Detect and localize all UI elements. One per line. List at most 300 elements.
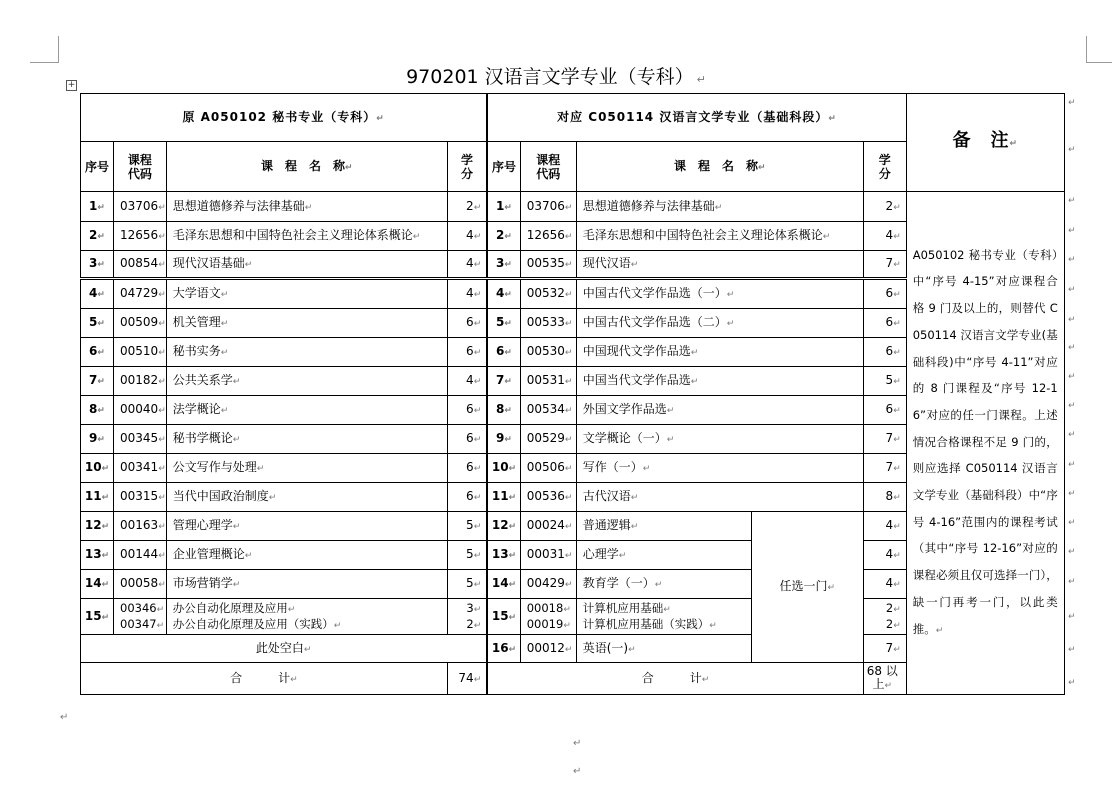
remark-note: A050102 秘书专业（专科）中“序号 4-15”对应课程合格 9 门及以上的，则替代 C050114 汉语言文学专业(基础科段)中“序号 4-11”对应的 8 门课程及“序号 12-16”对应的任一门课程。上述情况合格课程不足 9 门的，则应选择 C050114 汉语言文学专业（基础科段）中“序号 4-16”范围内的课程考试（其中“序号 12-16”对应的课程必须且仅可选择一门），缺一门再考一门，以此类推。↵ — [906, 192, 1064, 695]
left-code-text: 00040 — [120, 402, 159, 416]
col-name-header: 课 程 名 称↵ — [576, 142, 863, 192]
right-credit: 6↵ — [863, 309, 906, 338]
left-course-name-text: 公文写作与处理 — [172, 460, 257, 474]
remark-note-text: A050102 秘书专业（专科）中“序号 4-15”对应课程合格 9 门及以上的，则替代 C050114 汉语言文学专业(基础科段)中“序号 4-11”对应的 8 门课程及“序号 12-16”对应的任一门课程。上述情况合格课程不足 9 门的，则应选择 C050114 汉语言文学专业（基础科段）中“序号 4-16”范围内的课程考试（其中“序号 12-16”对应的课程必须且仅可选择一门），缺一门再考一门，以此类推。 — [912, 247, 1058, 636]
paragraph-mark: ↵ — [1068, 255, 1076, 265]
left-credit-text: 2 — [466, 198, 474, 213]
right-code: 00506↵ — [520, 454, 576, 483]
paragraph-mark: ↵ — [1068, 430, 1076, 440]
left-code-text: 00315 — [120, 489, 159, 503]
paragraph-mark: ↵ — [1068, 226, 1076, 236]
left-seq-text: 7 — [89, 373, 98, 387]
crop-mark-top-right — [1086, 36, 1112, 63]
right-code-text: 00532 — [526, 286, 565, 300]
right-code: 00534↵ — [520, 396, 576, 425]
right-seq: 1↵ — [487, 192, 520, 222]
left-credit: 6↵ — [447, 396, 487, 425]
right-course-name-text: 心理学 — [582, 547, 619, 561]
left-credit: 4↵ — [447, 279, 487, 309]
left-course-name-text: 管理心理学 — [172, 518, 233, 532]
right-seq-text: 14 — [491, 576, 509, 590]
right-code-text: 00429 — [526, 576, 565, 590]
left-seq: 5↵ — [81, 309, 114, 338]
left-total-label-text: 合 计 — [230, 670, 291, 685]
left-seq: 11↵ — [81, 483, 114, 512]
elective-group-label-text: 任选一门 — [779, 579, 828, 593]
paragraph-mark: ↵ — [1068, 196, 1076, 206]
left-seq: 7↵ — [81, 367, 114, 396]
left-code-text: 03706 — [120, 198, 159, 213]
left-credit: 4↵ — [447, 222, 487, 251]
right-credit: 8↵ — [863, 483, 906, 512]
right-code: 00529↵ — [520, 425, 576, 454]
left-code-text: 00182 — [120, 373, 159, 387]
right-credit-text: 4 — [885, 228, 894, 242]
right-code-text: 00024 — [526, 518, 565, 532]
left-seq-text: 14 — [84, 576, 102, 590]
paragraph-mark: ↵ — [1068, 98, 1076, 108]
right-group-header-text: 对应 C050114 汉语言文学专业（基础科段） — [557, 109, 829, 124]
left-course-name-text: 毛泽东思想和中国特色社会主义理论体系概论 — [172, 228, 413, 242]
left-code: 00510↵ — [114, 338, 167, 367]
left-credit-text: 6 — [466, 344, 474, 358]
right-seq-text: 2 — [496, 228, 505, 242]
right-course-name: 写作（一）↵ — [576, 454, 863, 483]
left-seq: 14↵ — [81, 570, 114, 599]
left-code: 00346↵ 00347↵ — [114, 599, 167, 635]
left-seq: 10↵ — [81, 454, 114, 483]
right-code-text: 03706 — [526, 198, 565, 213]
left-seq-text: 15 — [84, 608, 102, 623]
right-credit-text: 2 — [885, 600, 894, 615]
left-credit-text: 6 — [466, 402, 474, 416]
right-seq-text: 5 — [496, 315, 505, 329]
right-course-name-text: 中国现代文学作品选 — [582, 344, 691, 358]
left-seq-text: 3 — [89, 256, 98, 270]
paragraph-mark: ↵ — [1068, 372, 1076, 382]
crop-mark-top-left — [30, 36, 59, 63]
left-course-name: 思想道德修养与法律基础↵ — [166, 192, 447, 222]
right-code: 00012↵ — [520, 635, 576, 663]
paragraph-mark: ↵ — [1068, 401, 1076, 411]
left-code: 00345↵ — [114, 425, 167, 454]
right-code: 00532↵ — [520, 279, 576, 309]
left-course-name: 办公自动化原理及应用↵ 办公自动化原理及应用（实践）↵ — [166, 599, 447, 635]
left-code-text: 00346 — [120, 600, 157, 615]
right-course-name-text: 外国文学作品选 — [582, 402, 667, 416]
col-name-header-text: 课 程 名 称 — [673, 158, 758, 173]
paragraph-mark: ↵ — [1068, 577, 1076, 587]
right-credit: 4↵ — [863, 512, 906, 541]
right-code-text: 00533 — [526, 315, 565, 329]
left-code: 00315↵ — [114, 483, 167, 512]
right-credit: 5↵ — [863, 367, 906, 396]
left-course-name-text: 市场营销学 — [172, 576, 233, 590]
right-credit-text: 6 — [885, 315, 894, 329]
remark-header-text: 备 注 — [952, 130, 1010, 151]
right-seq: 12↵ — [487, 512, 520, 541]
right-course-name: 中国现代文学作品选↵ — [576, 338, 863, 367]
table-row — [81, 192, 1065, 222]
paragraph-mark: ↵ — [1068, 460, 1076, 470]
right-course-name-text: 普通逻辑 — [582, 518, 631, 532]
left-credit: 6↵ — [447, 338, 487, 367]
right-credit: 2↵ 2↵ — [863, 599, 906, 635]
left-code: 12656↵ — [114, 222, 167, 251]
right-credit-text: 4 — [885, 576, 894, 590]
right-seq-text: 12 — [491, 518, 509, 532]
right-seq-text: 3 — [496, 256, 505, 270]
left-seq: 2↵ — [81, 222, 114, 251]
paragraph-mark: ↵ — [60, 712, 69, 723]
right-seq: 7↵ — [487, 367, 520, 396]
right-seq-text: 13 — [491, 547, 509, 561]
paragraph-mark: ↵ — [1068, 285, 1076, 295]
left-seq-text: 11 — [84, 489, 102, 503]
right-seq-text: 10 — [491, 460, 509, 474]
right-seq: 4↵ — [487, 279, 520, 309]
right-total-label: 合 计↵ — [487, 663, 863, 695]
left-credit: 4↵ — [447, 251, 487, 279]
col-code-header — [520, 142, 576, 192]
paragraph-mark: ↵ — [1068, 518, 1076, 528]
right-code-text-2: 00019 — [526, 616, 564, 631]
right-seq: 10↵ — [487, 454, 520, 483]
left-total-label: 合 计↵ — [81, 663, 448, 695]
left-credit-text: 5 — [466, 576, 474, 590]
left-code: 00509↵ — [114, 309, 167, 338]
right-code: 00536↵ — [520, 483, 576, 512]
right-course-name: 普通逻辑↵ — [576, 512, 751, 541]
right-course-name: 心理学↵ — [576, 541, 751, 570]
right-code: 03706↵ — [520, 192, 576, 222]
right-code-text: 00529 — [526, 431, 565, 445]
right-course-name-text: 现代汉语 — [582, 256, 631, 270]
paragraph-mark: ↵ — [1068, 547, 1076, 557]
left-code-text: 00163 — [120, 518, 159, 532]
right-course-name-text: 中国当代文学作品选 — [582, 373, 691, 387]
right-credit-text: 5 — [885, 373, 894, 387]
right-credit: 7↵ — [863, 454, 906, 483]
elective-group-label: 任选一门↵ — [751, 512, 863, 663]
right-seq-text: 7 — [496, 373, 505, 387]
left-code-text-2: 00347 — [120, 616, 157, 631]
left-seq: 8↵ — [81, 396, 114, 425]
right-code: 00535↵ — [520, 251, 576, 279]
left-credit-text: 4 — [466, 286, 474, 300]
right-seq: 16↵ — [487, 635, 520, 663]
left-course-name: 机关管理↵ — [166, 309, 447, 338]
left-code-text: 00345 — [120, 431, 159, 445]
left-credit: 6↵ — [447, 309, 487, 338]
right-code-text: 00536 — [526, 489, 565, 503]
right-seq: 9↵ — [487, 425, 520, 454]
left-course-name: 市场营销学↵ — [166, 570, 447, 599]
right-seq: 14↵ — [487, 570, 520, 599]
right-seq-text: 6 — [496, 344, 505, 358]
left-course-name-text-2: 办公自动化原理及应用（实践） — [172, 616, 334, 631]
right-code-text: 12656 — [526, 228, 565, 242]
col-name-header-text: 课 程 名 称 — [260, 158, 345, 173]
left-seq-text: 13 — [84, 547, 102, 561]
left-group-header-text: 原 A050102 秘书专业（专科） — [182, 109, 377, 124]
right-credit: 4↵ — [863, 541, 906, 570]
left-course-name-text: 机关管理 — [172, 315, 221, 329]
left-seq: 13↵ — [81, 541, 114, 570]
right-code: 12656↵ — [520, 222, 576, 251]
right-course-name-text-2: 计算机应用基础（实践） — [582, 616, 710, 631]
course-mapping-table — [80, 93, 1065, 695]
left-credit-text: 5 — [466, 518, 474, 532]
left-course-name-text: 企业管理概论 — [172, 547, 245, 561]
left-total-credit: 74↵ — [447, 663, 487, 695]
left-seq: 3↵ — [81, 251, 114, 279]
left-course-name: 毛泽东思想和中国特色社会主义理论体系概论↵ — [166, 222, 447, 251]
left-credit: 6↵ — [447, 454, 487, 483]
left-credit-text: 4 — [466, 373, 474, 387]
left-seq-text: 6 — [89, 344, 98, 358]
right-credit: 7↵ — [863, 635, 906, 663]
right-course-name-text: 古代汉语 — [582, 489, 631, 503]
right-course-name-text: 英语(一) — [582, 640, 629, 655]
paragraph-mark: ↵ — [1068, 315, 1076, 325]
right-credit: 4↵ — [863, 570, 906, 599]
left-seq-text: 5 — [89, 315, 98, 329]
right-course-name: 教育学（一）↵ — [576, 570, 751, 599]
right-seq: 2↵ — [487, 222, 520, 251]
left-code: 03706↵ — [114, 192, 167, 222]
right-code-text: 00031 — [526, 547, 565, 561]
col-code-header-text: 课程代码 — [127, 152, 152, 181]
col-code-header-text: 课程代码 — [536, 152, 561, 181]
right-course-name-text: 中国古代文学作品选（一） — [582, 286, 727, 300]
left-course-name-text: 当代中国政治制度 — [172, 489, 269, 503]
right-total-credit: 68 以上↵ — [863, 663, 906, 695]
paragraph-mark: ↵ — [1068, 645, 1076, 655]
left-credit-text-2: 2 — [466, 616, 474, 631]
paragraph-mark: ↵ — [573, 766, 582, 777]
left-credit-text: 6 — [466, 431, 474, 445]
left-code: 00058↵ — [114, 570, 167, 599]
left-course-name-text: 秘书学概论 — [172, 431, 233, 445]
left-code-text: 00341 — [120, 460, 159, 474]
right-credit-text: 2 — [885, 198, 894, 213]
right-course-name: 中国古代文学作品选（一）↵ — [576, 279, 863, 309]
right-credit: 6↵ — [863, 396, 906, 425]
right-course-name-text: 写作（一） — [582, 460, 643, 474]
right-code: 00533↵ — [520, 309, 576, 338]
left-credit-text: 4 — [466, 256, 474, 270]
right-code: 00429↵ — [520, 570, 576, 599]
left-course-name: 企业管理概论↵ — [166, 541, 447, 570]
left-credit: 4↵ — [447, 367, 487, 396]
right-seq: 11↵ — [487, 483, 520, 512]
paragraph-mark: ↵ — [1068, 343, 1076, 353]
right-seq-text: 15 — [491, 608, 509, 623]
left-course-name-text: 法学概论 — [172, 402, 221, 416]
right-credit-text: 6 — [885, 402, 894, 416]
left-course-name: 秘书学概论↵ — [166, 425, 447, 454]
left-seq-text: 4 — [89, 286, 98, 300]
left-credit: 2↵ — [447, 192, 487, 222]
right-course-name-text: 教育学（一） — [582, 576, 655, 590]
left-group-header: 原 A050102 秘书专业（专科）↵ — [81, 94, 488, 142]
left-credit-text: 6 — [466, 489, 474, 503]
remark-header: 备 注↵ — [906, 94, 1064, 192]
right-seq-text: 8 — [496, 402, 505, 416]
left-seq-text: 10 — [84, 460, 102, 474]
left-code: 00040↵ — [114, 396, 167, 425]
left-seq: 9↵ — [81, 425, 114, 454]
left-seq-text: 2 — [89, 228, 98, 242]
left-credit: 3↵ 2↵ — [447, 599, 487, 635]
right-code: 00024↵ — [520, 512, 576, 541]
right-credit-text: 7 — [885, 431, 894, 445]
right-code: 00530↵ — [520, 338, 576, 367]
left-credit: 6↵ — [447, 425, 487, 454]
col-seq-header-text: 序号 — [84, 159, 109, 174]
left-code-text: 00058 — [120, 576, 159, 590]
left-seq-text: 12 — [84, 518, 102, 532]
right-code: 00031↵ — [520, 541, 576, 570]
right-seq-text: 11 — [491, 489, 509, 503]
right-course-name-text: 计算机应用基础 — [582, 600, 664, 615]
col-credit-header — [447, 142, 487, 192]
left-course-name: 公共关系学↵ — [166, 367, 447, 396]
left-total-credit-text: 74 — [458, 670, 474, 685]
col-seq-header — [81, 142, 114, 192]
right-credit-text-2: 2 — [885, 616, 894, 631]
left-credit-text: 3 — [466, 600, 474, 615]
col-seq-header — [487, 142, 520, 192]
left-credit: 6↵ — [447, 483, 487, 512]
right-seq: 6↵ — [487, 338, 520, 367]
right-credit: 4↵ — [863, 222, 906, 251]
left-course-name: 当代中国政治制度↵ — [166, 483, 447, 512]
col-name-header: 课 程 名 称↵ — [166, 142, 447, 192]
left-blank-cell: 此处空白↵ — [81, 635, 488, 663]
paragraph-mark: ↵ — [573, 738, 582, 749]
paragraph-mark: ↵ — [1068, 145, 1076, 155]
left-course-name-text: 公共关系学 — [172, 373, 233, 387]
left-credit-text: 6 — [466, 460, 474, 474]
page-title: 970201 汉语言文学专业（专科） ↵ — [406, 66, 706, 88]
left-seq-text: 9 — [89, 431, 98, 445]
left-credit: 5↵ — [447, 512, 487, 541]
right-seq-text: 4 — [496, 286, 505, 300]
right-seq: 5↵ — [487, 309, 520, 338]
left-course-name-text: 秘书实务 — [172, 344, 221, 358]
right-course-name: 思想道德修养与法律基础↵ — [576, 192, 863, 222]
left-course-name-text: 思想道德修养与法律基础 — [172, 198, 305, 213]
right-course-name-text: 中国古代文学作品选（二） — [582, 315, 727, 329]
right-group-header: 对应 C050114 汉语言文学专业（基础科段）↵ — [487, 94, 906, 142]
left-course-name-text: 大学语文 — [172, 286, 221, 300]
left-course-name: 公文写作与处理↵ — [166, 454, 447, 483]
left-seq: 1↵ — [81, 192, 114, 222]
right-seq: 3↵ — [487, 251, 520, 279]
left-code: 00182↵ — [114, 367, 167, 396]
right-course-name: 文学概论（一）↵ — [576, 425, 863, 454]
right-course-name-text: 思想道德修养与法律基础 — [582, 198, 715, 213]
left-seq-text: 1 — [89, 198, 98, 213]
right-course-name: 计算机应用基础↵ 计算机应用基础（实践）↵ — [576, 599, 751, 635]
left-course-name: 管理心理学↵ — [166, 512, 447, 541]
paragraph-mark: ↵ — [1068, 489, 1076, 499]
col-credit-header — [863, 142, 906, 192]
left-code: 00341↵ — [114, 454, 167, 483]
right-credit: 7↵ — [863, 425, 906, 454]
left-code-text: 00510 — [120, 344, 159, 358]
right-course-name: 外国文学作品选↵ — [576, 396, 863, 425]
left-credit-text: 6 — [466, 315, 474, 329]
right-code-text: 00530 — [526, 344, 565, 358]
right-course-name: 现代汉语↵ — [576, 251, 863, 279]
right-course-name: 中国古代文学作品选（二）↵ — [576, 309, 863, 338]
right-course-name-text: 文学概论（一） — [582, 431, 667, 445]
right-total-credit-text: 68 以上 — [866, 663, 898, 691]
left-code: 00854↵ — [114, 251, 167, 279]
paragraph-mark: ↵ — [1068, 678, 1076, 688]
right-course-name: 古代汉语↵ — [576, 483, 863, 512]
right-code-text: 00018 — [526, 600, 564, 615]
right-credit: 6↵ — [863, 338, 906, 367]
left-code: 00144↵ — [114, 541, 167, 570]
col-credit-header-text: 学分 — [460, 152, 473, 181]
col-code-header — [114, 142, 167, 192]
right-credit-text: 7 — [885, 256, 894, 270]
right-credit-text: 6 — [885, 344, 894, 358]
right-seq-text: 9 — [496, 431, 505, 445]
right-seq-text: 16 — [491, 640, 509, 655]
right-course-name: 中国当代文学作品选↵ — [576, 367, 863, 396]
right-credit: 6↵ — [863, 279, 906, 309]
right-course-name-text: 毛泽东思想和中国特色社会主义理论体系概论 — [582, 228, 823, 242]
right-credit-text: 4 — [885, 518, 894, 532]
left-course-name-text: 现代汉语基础 — [172, 256, 245, 270]
left-seq: 6↵ — [81, 338, 114, 367]
left-code: 00163↵ — [114, 512, 167, 541]
right-credit-text: 8 — [885, 489, 894, 503]
right-code-text: 00012 — [526, 640, 565, 655]
right-credit-text: 4 — [885, 547, 894, 561]
right-credit-text: 6 — [885, 286, 894, 300]
col-credit-header-text: 学分 — [878, 152, 891, 181]
left-credit: 5↵ — [447, 541, 487, 570]
left-code-text: 00144 — [120, 547, 159, 561]
right-seq: 13↵ — [487, 541, 520, 570]
left-course-name-text: 办公自动化原理及应用 — [172, 600, 288, 615]
right-seq: 8↵ — [487, 396, 520, 425]
left-seq: 15↵ — [81, 599, 114, 635]
left-code-text: 04729 — [120, 286, 159, 300]
table-move-handle-icon[interactable]: + — [67, 80, 76, 90]
col-seq-header-text: 序号 — [491, 159, 516, 174]
right-code: 00018↵ 00019↵ — [520, 599, 576, 635]
left-credit-text: 4 — [466, 228, 474, 242]
left-credit-text: 5 — [466, 547, 474, 561]
left-code-text: 12656 — [120, 228, 159, 242]
left-course-name: 现代汉语基础↵ — [166, 251, 447, 279]
left-seq: 4↵ — [81, 279, 114, 309]
right-seq-text: 1 — [496, 198, 505, 213]
left-seq: 12↵ — [81, 512, 114, 541]
paragraph-mark: ↵ — [1068, 612, 1076, 622]
right-credit: 2↵ — [863, 192, 906, 222]
right-code: 00531↵ — [520, 367, 576, 396]
left-blank-cell-text: 此处空白 — [255, 640, 304, 655]
right-total-label-text: 合 计 — [641, 670, 702, 685]
